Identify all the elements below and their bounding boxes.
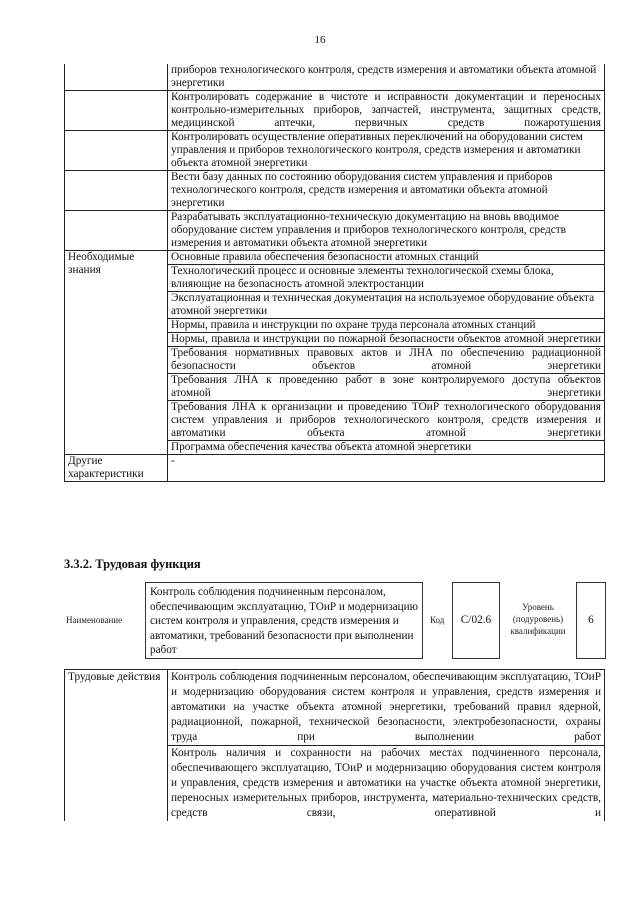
label-cell-empty xyxy=(65,91,168,131)
skills-knowledge-table xyxy=(64,64,605,482)
table-row: Требования нормативных правовых актов и ЛНА по обеспечению радиационной безопасности объектов атомной энергетики xyxy=(168,347,605,374)
labor-actions-table xyxy=(64,669,605,821)
level-value: 6 xyxy=(576,582,606,659)
table-row: Требования ЛНА к организации и проведению ТОиР технологического оборудования систем управления и приборов технологического контроля, средств измерения и автоматики объекта атомной энергетики xyxy=(168,401,605,441)
table-row: Разрабатывать эксплуатационно-техническую документацию на вновь вводимое оборудование систем управления и приборов технологического контроля, средств измерения и автоматики объекта атомной энергетики xyxy=(168,211,605,251)
code-label: Код xyxy=(430,615,445,625)
knowledge-label: Необходимые знания xyxy=(65,251,168,455)
table-row: Контролировать осуществление оперативных переключений на оборудовании систем управления и приборов технологического контроля, средств измерения и автоматики объекта атомной энергетики xyxy=(168,131,605,171)
label-cell-empty xyxy=(65,64,168,91)
name-value: Контроль соблюдения подчиненным персоналом, обеспечивающим эксплуатацию, ТОиР и модернизацию систем контроля и управления, средств измерения и автоматики, требований безопасности при выполнении работ xyxy=(145,582,423,659)
actions-label: Трудовые действия xyxy=(65,670,168,822)
label-cell-empty xyxy=(65,211,168,251)
table-row: Требования ЛНА к проведению работ в зоне контролируемого доступа объектов атомной энергетики xyxy=(168,374,605,401)
label-cell-empty xyxy=(65,171,168,211)
code-value: С/02.6 xyxy=(452,582,500,659)
level-label: Уровень (подуровень) квалификации xyxy=(510,602,566,636)
table-row: Технологический процесс и основные элементы технологической схемы блока, влияющие на безопасность атомной электростанции xyxy=(168,265,605,292)
table-row: Нормы, правила и инструкции по пожарной безопасности объектов атомной энергетики xyxy=(168,333,605,347)
table-row: Основные правила обеспечения безопасности атомных станций xyxy=(168,251,605,265)
table-row: Программа обеспечения качества объекта атомной энергетики xyxy=(168,441,605,455)
table-row: приборов технологического контроля, средств измерения и автоматики объекта атомной энергетики xyxy=(168,64,605,91)
table-row: Контролировать содержание в чистоте и исправности документации и переносных контрольно-измерительных приборов, запчастей, инструмента, защитных средств, медицинской аптечки, первичных средств пожаротушения xyxy=(168,91,605,131)
section-title: 3.3.2. Трудовая функция xyxy=(64,557,201,571)
name-label: Наименование xyxy=(66,615,123,625)
table-row: Нормы, правила и инструкции по охране труда персонала атомных станций xyxy=(168,319,605,333)
table-row: Контроль соблюдения подчиненным персоналом, обеспечивающим эксплуатацию, ТОиР и модернизацию оборудования систем контроля и управления, средств измерения и автоматики на участке объекта атомной энергетики, требований правил ядерной, радиационной, пожарной, технической безопасности, электробезопасности, охраны труда при выполнении работ xyxy=(168,670,605,746)
table-row: Вести базу данных по состоянию оборудования систем управления и приборов технологического контроля, средств измерения и автоматики объекта атомной энергетики xyxy=(168,171,605,211)
page-number: 16 xyxy=(314,34,326,46)
label-cell-empty xyxy=(65,131,168,171)
other-label: Другие характеристики xyxy=(65,455,168,482)
table-row: Эксплуатационная и техническая документация на используемое оборудование объекта атомной энергетики xyxy=(168,292,605,319)
other-value: - xyxy=(168,455,605,482)
table-row: Контроль наличия и сохранности на рабочих местах подчиненного персонала, обеспечивающего эксплуатацию, ТОиР и модернизацию оборудования систем контроля и управления, средств измерения и автоматики на участке объекта атомной энергетики, переносных измерительных приборов, инструмента, материально-технических средств, средств связи, оперативной и xyxy=(168,746,605,822)
